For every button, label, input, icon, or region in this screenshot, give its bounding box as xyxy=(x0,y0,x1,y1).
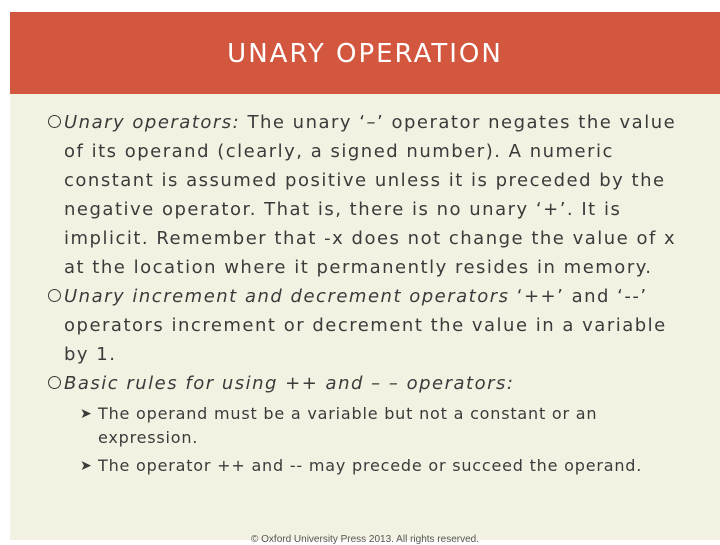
bullet-lead: Basic rules for using ++ and – – operators: xyxy=(64,373,515,394)
circle-bullet-icon xyxy=(48,376,61,389)
bullet-increment-decrement xyxy=(48,282,688,369)
sub-bullet-precede-rule xyxy=(80,454,688,478)
bullet-text: The unary ‘–’ operator negates the value of its operand (clearly, a signed number). A numeric constant is assumed positive unless it is preceded by the negative operator. That is, there is no unary ‘+’. It is implicit. Remember that -x does not change the value of x at the location where it permanently resides in memory. xyxy=(64,112,677,278)
slide-body xyxy=(48,108,688,482)
bullet-unary-operators xyxy=(48,108,688,282)
slide-title: UNARY OPERATION xyxy=(10,12,720,94)
arrow-bullet-icon: ➤ xyxy=(80,458,93,474)
sub-bullet-text: The operator ++ and -- may precede or succeed the operand. xyxy=(98,456,643,475)
sub-bullet-list xyxy=(80,402,688,478)
bullet-lead: Unary increment and decrement operators xyxy=(64,286,510,307)
bullet-basic-rules xyxy=(48,369,688,398)
arrow-bullet-icon: ➤ xyxy=(80,406,93,422)
bullet-text: ‘++’ and ‘--’ operators increment or decrement the value in a variable by 1. xyxy=(64,286,667,365)
slide xyxy=(10,12,720,545)
bullet-lead: Unary operators: xyxy=(64,112,241,133)
sub-bullet-text: The operand must be a variable but not a constant or an expression. xyxy=(98,404,598,447)
circle-bullet-icon xyxy=(48,289,61,302)
copyright-footer: © Oxford University Press 2013. All rights reserved. xyxy=(250,534,479,545)
circle-bullet-icon xyxy=(48,115,61,128)
sub-bullet-operand-rule xyxy=(80,402,688,450)
